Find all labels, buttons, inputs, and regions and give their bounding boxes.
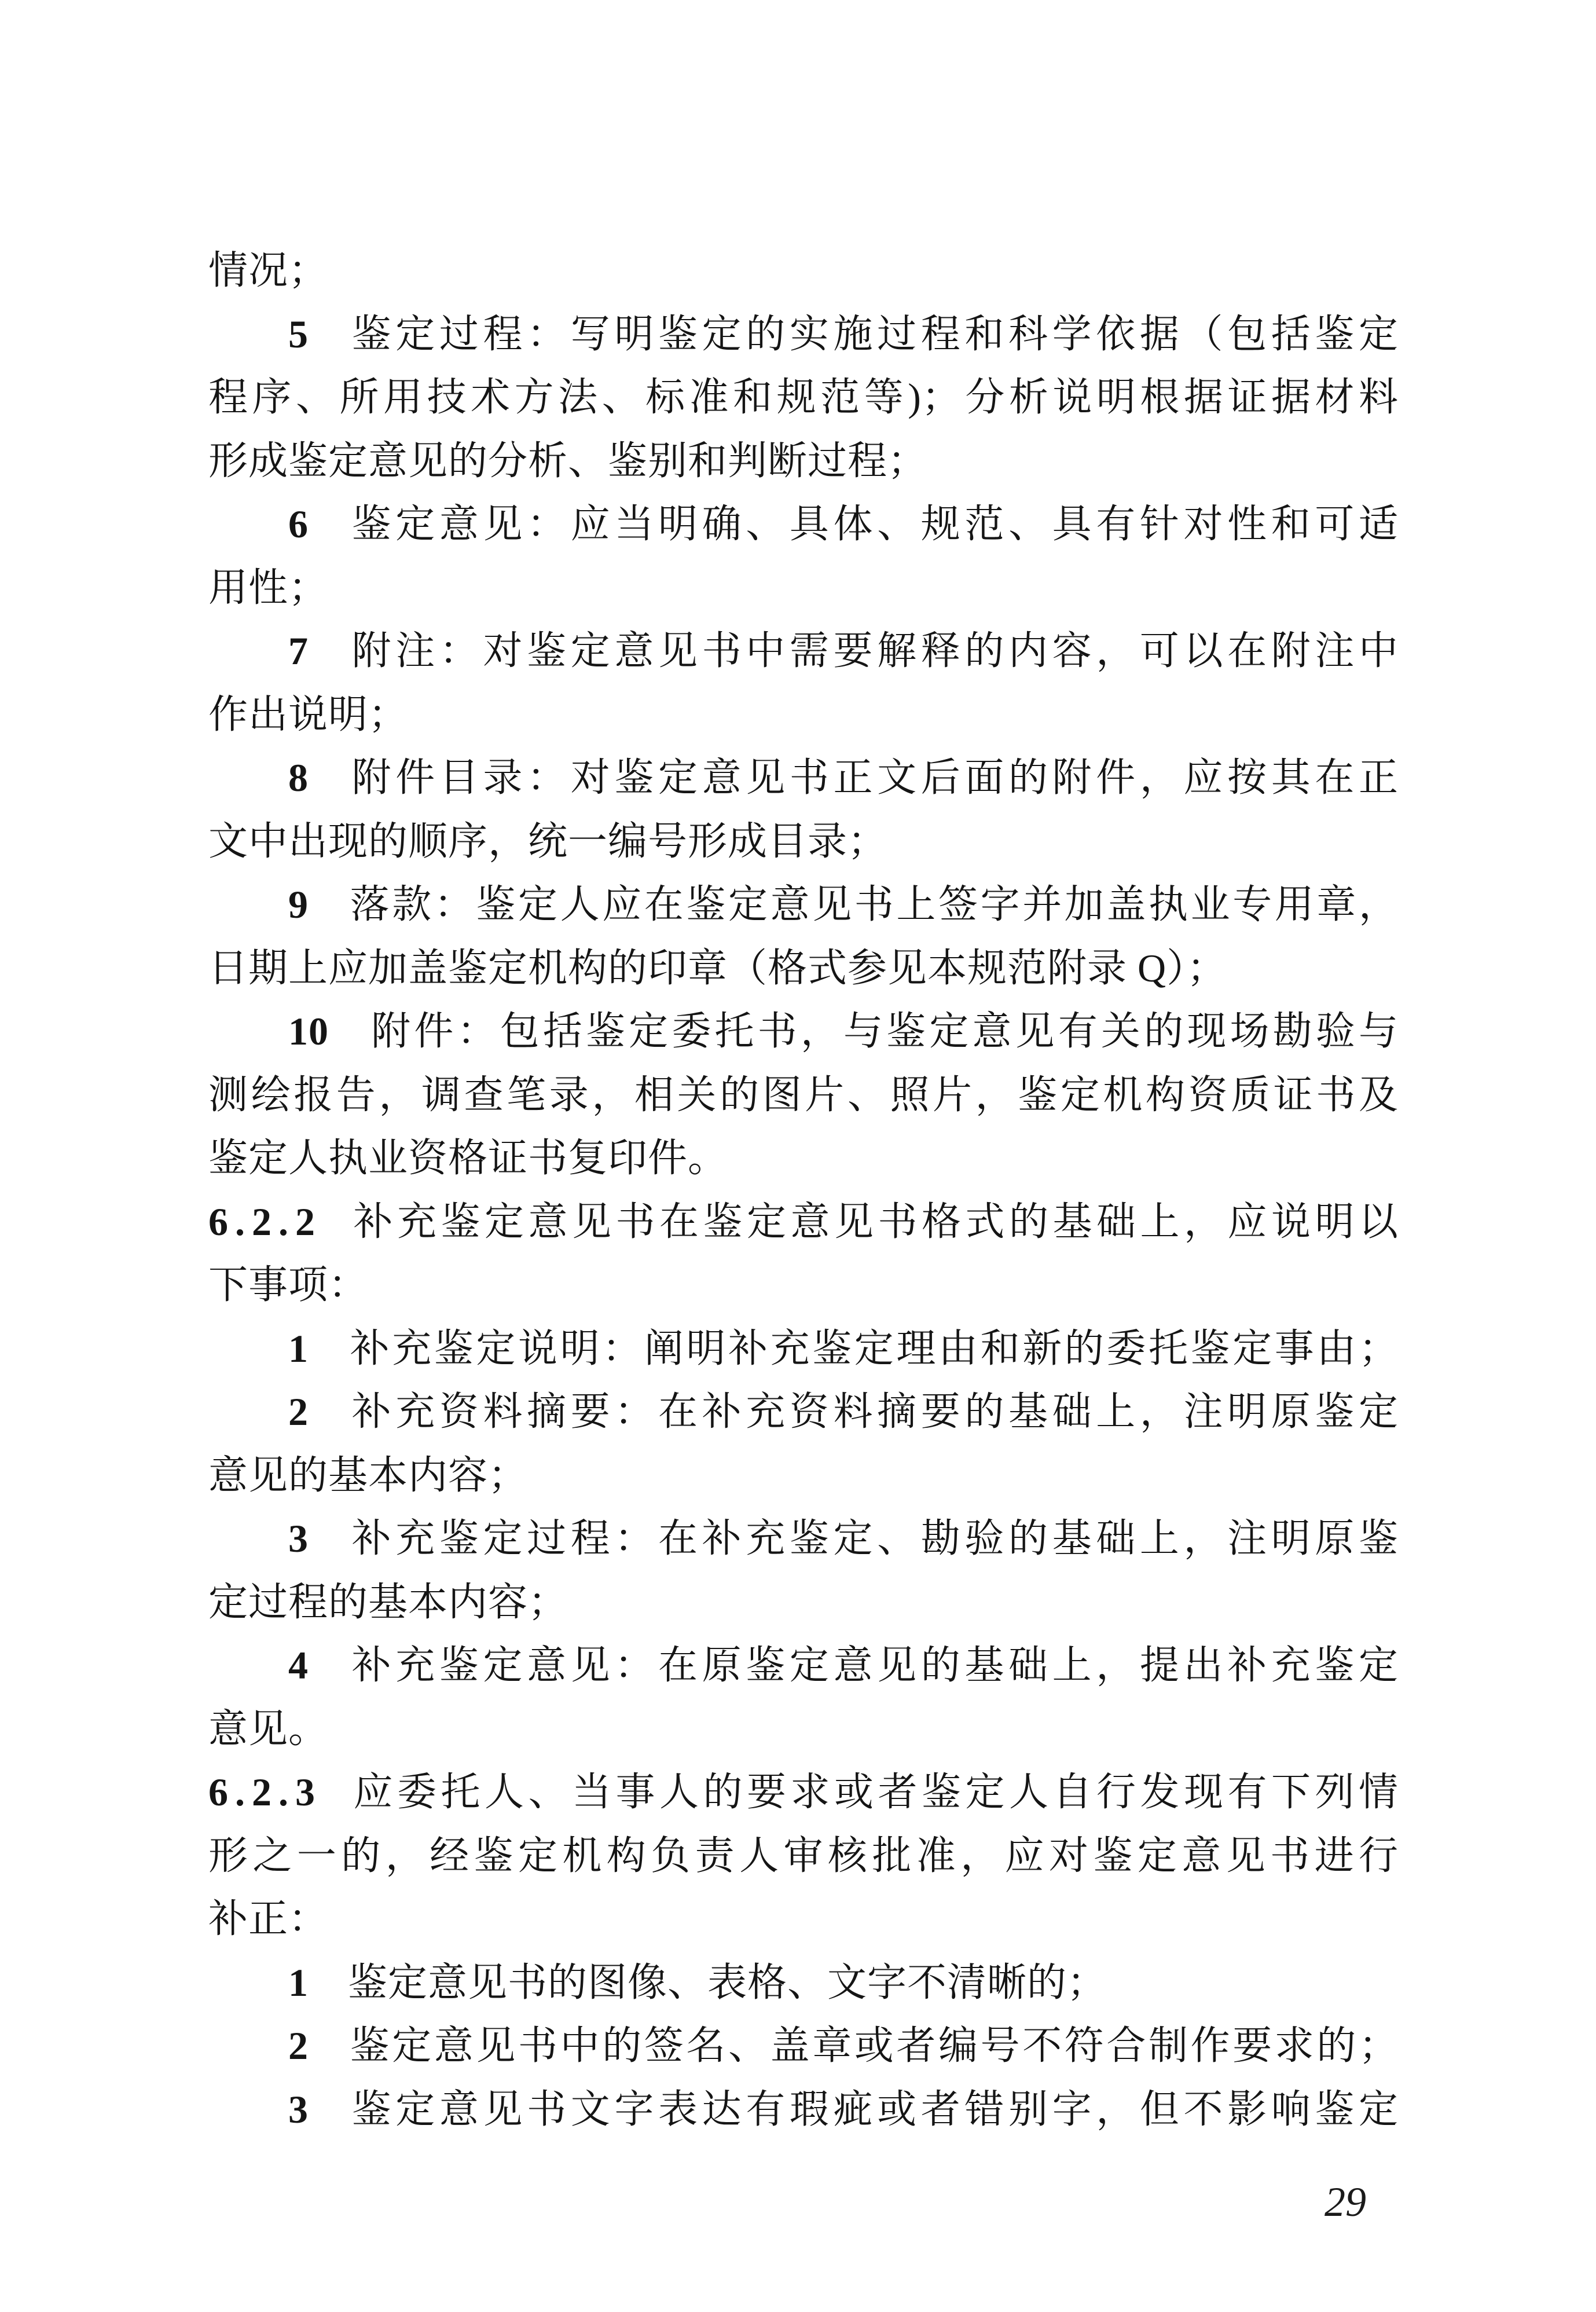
text-line [208,1824,1399,1888]
text-line [208,620,1399,683]
line-text: 下事项： [208,1263,369,1307]
text-line [208,2078,1399,2142]
text-line [208,556,1399,620]
text-block [208,239,1399,2141]
item-number: 2 [288,2024,309,2068]
text-line [208,937,1399,1001]
text-line [208,1000,1399,1064]
line-text: 形成鉴定意见的分析、鉴别和判断过程； [208,438,928,483]
text-line [208,239,1399,303]
text-line [208,810,1399,874]
line-text: 落款：鉴定人应在鉴定意见书上签字并加盖执业专用章， [348,882,1399,926]
line-text: 附注：对鉴定意见书中需要解释的内容，可以在附注中 [348,629,1399,673]
line-text: 形之一的，经鉴定机构负责人审核批准，应对鉴定意见书进行 [208,1833,1399,1878]
text-line [208,683,1399,747]
line-text: 鉴定意见书的图像、表格、文字不清晰的； [348,1960,1107,2005]
item-number: 3 [288,1516,309,1560]
line-text: 补充鉴定意见书在鉴定意见书格式的基础上，应说明以 [350,1199,1399,1244]
text-line [208,1190,1399,1254]
line-text: 补正： [208,1897,329,1941]
text-line [208,873,1399,937]
text-line [208,1127,1399,1190]
item-number: 4 [288,1643,309,1687]
text-line [208,1571,1399,1635]
item-number: 6 [288,502,309,546]
line-text: 文中出现的顺序，统一编号形成目录； [208,819,888,863]
line-text: 补充鉴定说明：阐明补充鉴定理由和新的委托鉴定事由； [348,1326,1399,1371]
text-line [208,1888,1399,1951]
line-text: 补充鉴定意见：在原鉴定意见的基础上，提出补充鉴定 [348,1643,1399,1687]
line-text: 程序、所用技术方法、标准和规范等)；分析说明根据证据材料 [208,375,1399,419]
page-number: 29 [1325,2179,1366,2225]
line-text: 鉴定意见：应当明确、具体、规范、具有针对性和可适 [348,502,1399,546]
line-text: 应委托人、当事人的要求或者鉴定人自行发现有下列情 [350,1770,1399,1814]
text-line [208,1380,1399,1444]
text-line [208,430,1399,493]
line-text: 补充鉴定过程：在补充鉴定、勘验的基础上，注明原鉴 [348,1516,1399,1560]
line-text: 附件：包括鉴定委托书，与鉴定意见有关的现场勘验与 [368,1009,1399,1053]
line-text: 情况； [208,248,329,292]
section-number: 6.2.2 [208,1199,322,1244]
text-line [208,1951,1399,2015]
line-text: 测绘报告，调查笔录，相关的图片、照片，鉴定机构资质证书及 [208,1072,1399,1117]
line-text: 日期上应加盖鉴定机构的印章（格式参见本规范附录 Q）； [208,946,1227,990]
item-number: 5 [288,312,309,356]
item-number: 3 [288,2087,309,2131]
text-line [208,1761,1399,1824]
line-text: 鉴定意见书中的签名、盖章或者编号不符合制作要求的； [348,2024,1399,2068]
text-line [208,1698,1399,1761]
section-number: 6.2.3 [208,1770,322,1814]
item-number: 10 [288,1009,329,1053]
text-line [208,1634,1399,1698]
text-line [208,2014,1399,2078]
line-text: 鉴定人执业资格证书复印件。 [208,1136,728,1180]
item-number: 1 [288,1960,309,2005]
text-line [208,1064,1399,1127]
item-number: 1 [288,1326,309,1371]
line-text: 意见的基本内容； [208,1453,529,1497]
item-number: 7 [288,629,309,673]
item-number: 8 [288,756,309,800]
item-number: 9 [288,882,309,926]
text-line [208,366,1399,430]
text-line [208,493,1399,556]
text-line [208,1254,1399,1317]
text-line [208,1444,1399,1508]
line-text: 附件目录：对鉴定意见书正文后面的附件，应按其在正 [348,756,1399,800]
line-text: 鉴定过程：写明鉴定的实施过程和科学依据（包括鉴定 [348,312,1399,356]
text-line [208,1317,1399,1381]
item-number: 2 [288,1390,309,1434]
line-text: 鉴定意见书文字表达有瑕疵或者错别字，但不影响鉴定 [348,2087,1399,2131]
line-text: 定过程的基本内容； [208,1580,568,1624]
line-text: 补充资料摘要：在补充资料摘要的基础上，注明原鉴定 [348,1390,1399,1434]
text-line [208,746,1399,810]
text-line [208,303,1399,367]
line-text: 作出说明； [208,692,409,737]
text-line [208,1507,1399,1571]
line-text: 用性； [208,565,329,610]
line-text: 意见。 [208,1706,329,1751]
